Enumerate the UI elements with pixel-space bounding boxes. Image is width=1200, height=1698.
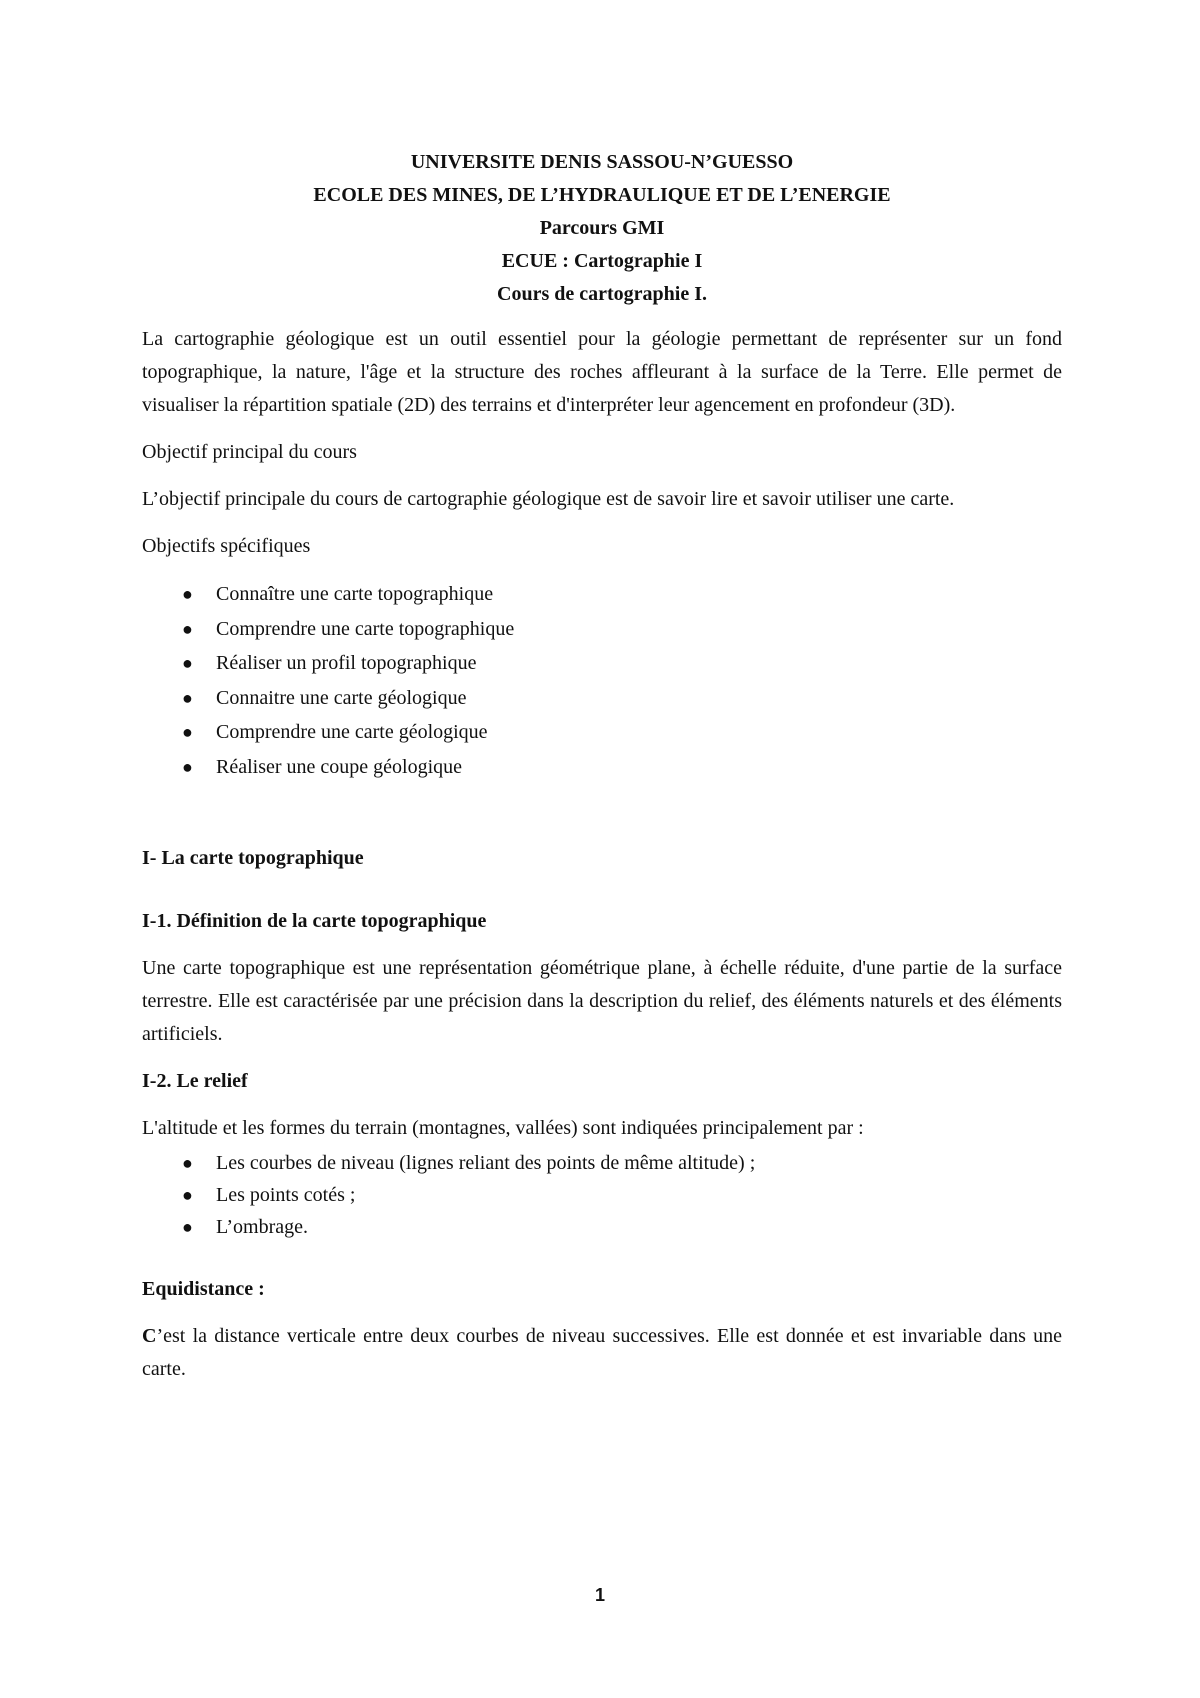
list-item-text: Comprendre une carte topographique: [216, 617, 515, 640]
list-item-text: L’ombrage.: [216, 1216, 309, 1238]
list-item: [142, 715, 1062, 750]
spacer: [142, 798, 1062, 842]
specific-objectives-title: Objectifs spécifiques: [142, 535, 311, 557]
bullet-icon: ●: [182, 1185, 193, 1205]
course-title: Cours de cartographie I.: [497, 283, 707, 305]
list-item-text: Réaliser une coupe géologique: [216, 755, 463, 778]
track-name: Parcours GMI: [539, 217, 665, 239]
bullet-icon: ●: [182, 1217, 193, 1237]
ecue-name: ECUE : Cartographie I: [501, 250, 703, 272]
equidistance-lead-letter: C: [142, 1325, 157, 1347]
intro-paragraph: La cartographie géologique est un outil essentiel pour la géologie permettant de représenter sur un fond topographique, la nature, l'âge et la structure des roches affleurant à la surface de la Terre. Elle permet de visualiser la répartition spatiale (2D) des terrains et d'interpréter leur agencement en profondeur (3D).: [142, 328, 1062, 416]
list-item: [142, 577, 1062, 612]
list-item-text: Comprendre une carte géologique: [216, 721, 488, 743]
main-objective-text: L’objectif principale du cours de cartographie géologique est de savoir lire et savoir utiliser une carte.: [142, 488, 955, 510]
heading-equidistance: Equidistance :: [142, 1278, 265, 1300]
list-item-text: Connaître une carte topographique: [216, 583, 494, 605]
section-heading-carte-topographique: I- La carte topographique: [142, 847, 364, 869]
list-item: [142, 1211, 1062, 1243]
subsection-heading-relief: I-2. Le relief: [142, 1070, 248, 1092]
list-item-text: Réaliser un profil topographique: [216, 652, 477, 674]
bullet-icon: ●: [182, 584, 193, 604]
list-item-text: Les points cotés ;: [216, 1184, 356, 1206]
bullet-icon: ●: [182, 1153, 193, 1173]
equidistance-paragraph: [142, 1320, 1062, 1386]
university-name: UNIVERSITE DENIS SASSOU-N’GUESSO: [410, 151, 794, 173]
relief-paragraph: L'altitude et les formes du terrain (montagnes, vallées) sont indiquées principalement par :: [142, 1117, 864, 1139]
list-item: [142, 646, 1062, 681]
list-item: [142, 681, 1062, 716]
subsection-heading-definition: I-1. Définition de la carte topographique: [142, 910, 487, 932]
list-item-text: Les courbes de niveau (lignes reliant des points de même altitude) ;: [216, 1152, 756, 1174]
bullet-icon: ●: [182, 653, 193, 673]
specific-objectives-list: [142, 577, 1062, 784]
school-name: ECOLE DES MINES, DE L’HYDRAULIQUE ET DE L’ENERGIE: [313, 184, 891, 206]
document-header: [142, 146, 1062, 311]
bullet-icon: ●: [182, 722, 193, 742]
bullet-icon: ●: [182, 618, 193, 639]
relief-list: [142, 1147, 1062, 1243]
page-number: 1: [594, 1585, 605, 1605]
list-item: [142, 1179, 1062, 1211]
list-item: [142, 612, 1062, 647]
definition-paragraph: Une carte topographique est une représentation géométrique plane, à échelle réduite, d'une partie de la surface terrestre. Elle est caractérisée par une précision dans la description du relief, des éléments naturels et des éléments artificiels.: [142, 957, 1062, 1045]
bullet-icon: ●: [182, 756, 193, 777]
spacer: [142, 1257, 1062, 1273]
bullet-icon: ●: [182, 687, 193, 708]
list-item: [142, 1147, 1062, 1179]
main-objective-title: Objectif principal du cours: [142, 441, 357, 463]
spacer: [142, 889, 1062, 905]
equidistance-text: ’est la distance verticale entre deux courbes de niveau successives. Elle est donnée et est invariable dans une carte.: [142, 1325, 1062, 1380]
page-content: [142, 146, 1062, 1400]
list-item: [142, 750, 1062, 785]
list-item-text: Connaitre une carte géologique: [216, 686, 467, 709]
